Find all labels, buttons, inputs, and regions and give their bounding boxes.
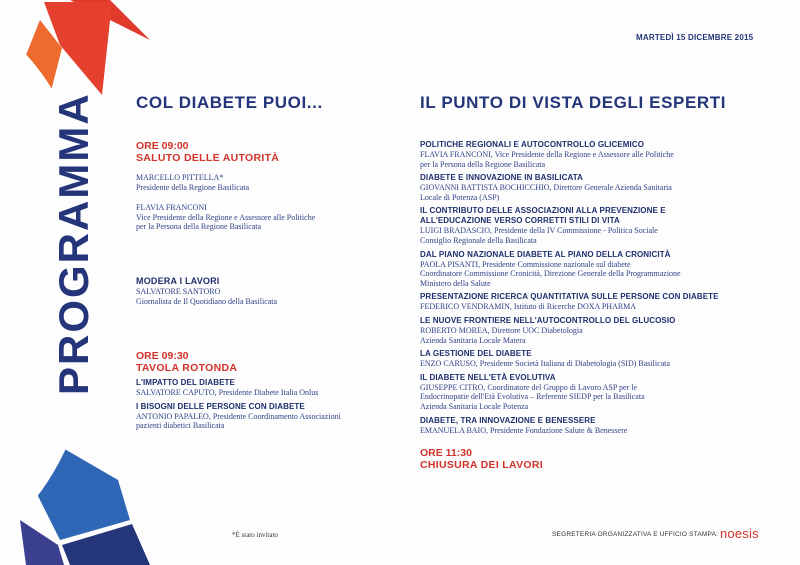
round-table-topic: I BISOGNI DELLE PERSONE CON DIABETE (136, 401, 305, 411)
talk-title: LA GESTIONE DEL DIABETE (420, 349, 532, 359)
talk-speaker: GIOVANNI BATTISTA BOCHICCHIO, Direttore Generale Azienda Sanitaria (420, 183, 672, 193)
talk-title: POLITICHE REGIONALI E AUTOCONTROLLO GLICEMICO (420, 140, 645, 149)
round-table-speaker: SALVATORE CAPUTO, Presidente Diabete Italia Onlus (136, 388, 319, 398)
talk-speaker: per la Persona della Regione Basilicata (420, 159, 546, 169)
talk-item (420, 292, 790, 312)
talk-item (420, 173, 790, 202)
talk-item (420, 373, 790, 412)
right-column (420, 140, 790, 471)
talk-item (420, 250, 790, 289)
time-0900: ORE 09:00 (136, 140, 189, 152)
talk-speaker: ROBERTO MOREA, Direttore UOC Diabetologia (420, 325, 583, 335)
talk-title: PRESENTAZIONE RICERCA QUANTITATIVA SULLE PERSONE CON DIABETE (420, 292, 719, 302)
moderator-role: Giornalista de Il Quotidiano della Basilicata (136, 296, 278, 306)
talk-item (420, 206, 790, 245)
noesis-logo: noesis (720, 526, 759, 541)
event-date: MARTEDÌ 15 DICEMBRE 2015 (636, 33, 754, 42)
footer-text: SEGRETERIA ORGANIZZATIVA E UFFICIO STAMPA: (552, 531, 719, 538)
talk-item (420, 316, 790, 345)
talk-title: DIABETE E INNOVAZIONE IN BASILICATA (420, 173, 584, 183)
section-chiusura: CHIUSURA DEI LAVORI (420, 459, 543, 472)
talk-speaker: Ministero della Salute (420, 278, 491, 288)
time-1130: ORE 11:30 (420, 447, 472, 460)
talk-speaker: GIUSEPPE CITRO, Coordinatore del Gruppo di Lavoro ASP per le (420, 382, 638, 392)
moderator-label: MODERA I LAVORI (136, 275, 220, 286)
programma-vertical-title: PROGRAMMA (50, 92, 97, 395)
section-tavola-rotonda: TAVOLA ROTONDA (136, 362, 238, 375)
talk-item (420, 416, 790, 436)
talk-speaker: Coordinatore Commissione Cronicità, Direzione Generale della Programmazione (420, 269, 681, 279)
talk-speaker: Azienda Sanitaria Locale Potenza (420, 401, 529, 411)
speaker-role: Vice Presidente della Regione e Assessore alle Politiche (136, 212, 316, 222)
talk-title: DIABETE, TRA INNOVAZIONE E BENESSERE (420, 415, 596, 425)
footnote: *È stato invitato (232, 531, 278, 539)
talk-title: LE NUOVE FRONTIERE NELL'AUTOCONTROLLO DEL GLUCOSIO (420, 315, 676, 325)
round-table-speaker: pazienti diabetici Basilicata (136, 421, 225, 431)
talk-title: ALL'EDUCAZIONE VERSO CORRETTI STILI DI VITA (420, 216, 620, 226)
talk-item (420, 140, 790, 169)
talk-speaker: Azienda Sanitaria Locale Matera (420, 335, 526, 345)
talk-speaker: Locale di Potenza (ASP) (420, 192, 500, 202)
speaker-name: FLAVIA FRANCONI (136, 203, 207, 213)
left-title: COL DIABETE PUOI... (136, 93, 323, 112)
talk-speaker: Endocrinopatie dell'Età Evolutiva – Referente SIEDP per la Basilicata (420, 392, 645, 402)
left-column (136, 140, 396, 431)
talk-speaker: FEDERICO VENDRAMIN, Istituto di Ricerche DOXA PHARMA (420, 302, 637, 312)
round-table-speaker: ANTONIO PAPALEO, Presidente Coordinamento Associazioni (136, 411, 341, 421)
talk-item (420, 349, 790, 369)
round-table-topic: L'IMPATTO DEL DIABETE (136, 378, 235, 388)
time-0930: ORE 09:30 (136, 350, 189, 363)
talk-title: DAL PIANO NAZIONALE DIABETE AL PIANO DELLA CRONICITÀ (420, 249, 671, 259)
speaker-role: per la Persona della Regione Basilicata (136, 222, 262, 232)
talk-speaker: EMANUELA BAIO, Presidente Fondazione Salute & Benessere (420, 425, 628, 435)
talk-speaker: LUIGI BRADASCIO, Presidente della IV Commissione - Politica Sociale (420, 226, 658, 236)
talk-speaker: ENZO CARUSO, Presidente Società Italiana di Diabetologia (SID) Basilicata (420, 359, 670, 369)
talk-title: IL CONTRIBUTO DELLE ASSOCIAZIONI ALLA PREVENZIONE E (420, 206, 666, 216)
talk-title: IL DIABETE NELL'ETÀ EVOLUTIVA (420, 372, 556, 382)
talk-speaker: Consiglio Regionale della Basilicata (420, 235, 537, 245)
talk-speaker: PAOLA PISANTI, Presidente Commissione nazionale sul diabete (420, 259, 631, 269)
right-title: IL PUNTO DI VISTA DEGLI ESPERTI (420, 93, 727, 112)
moderator-name: SALVATORE SANTORO (136, 286, 221, 296)
section-saluto: SALUTO DELLE AUTORITÀ (136, 152, 280, 164)
speaker-role: Presidente della Regione Basilicata (136, 182, 250, 192)
talk-speaker: FLAVIA FRANCONI, Vice Presidente della Regione e Assessore alle Politiche (420, 150, 674, 159)
speaker-name: MARCELLO PITTELLA* (136, 173, 224, 182)
